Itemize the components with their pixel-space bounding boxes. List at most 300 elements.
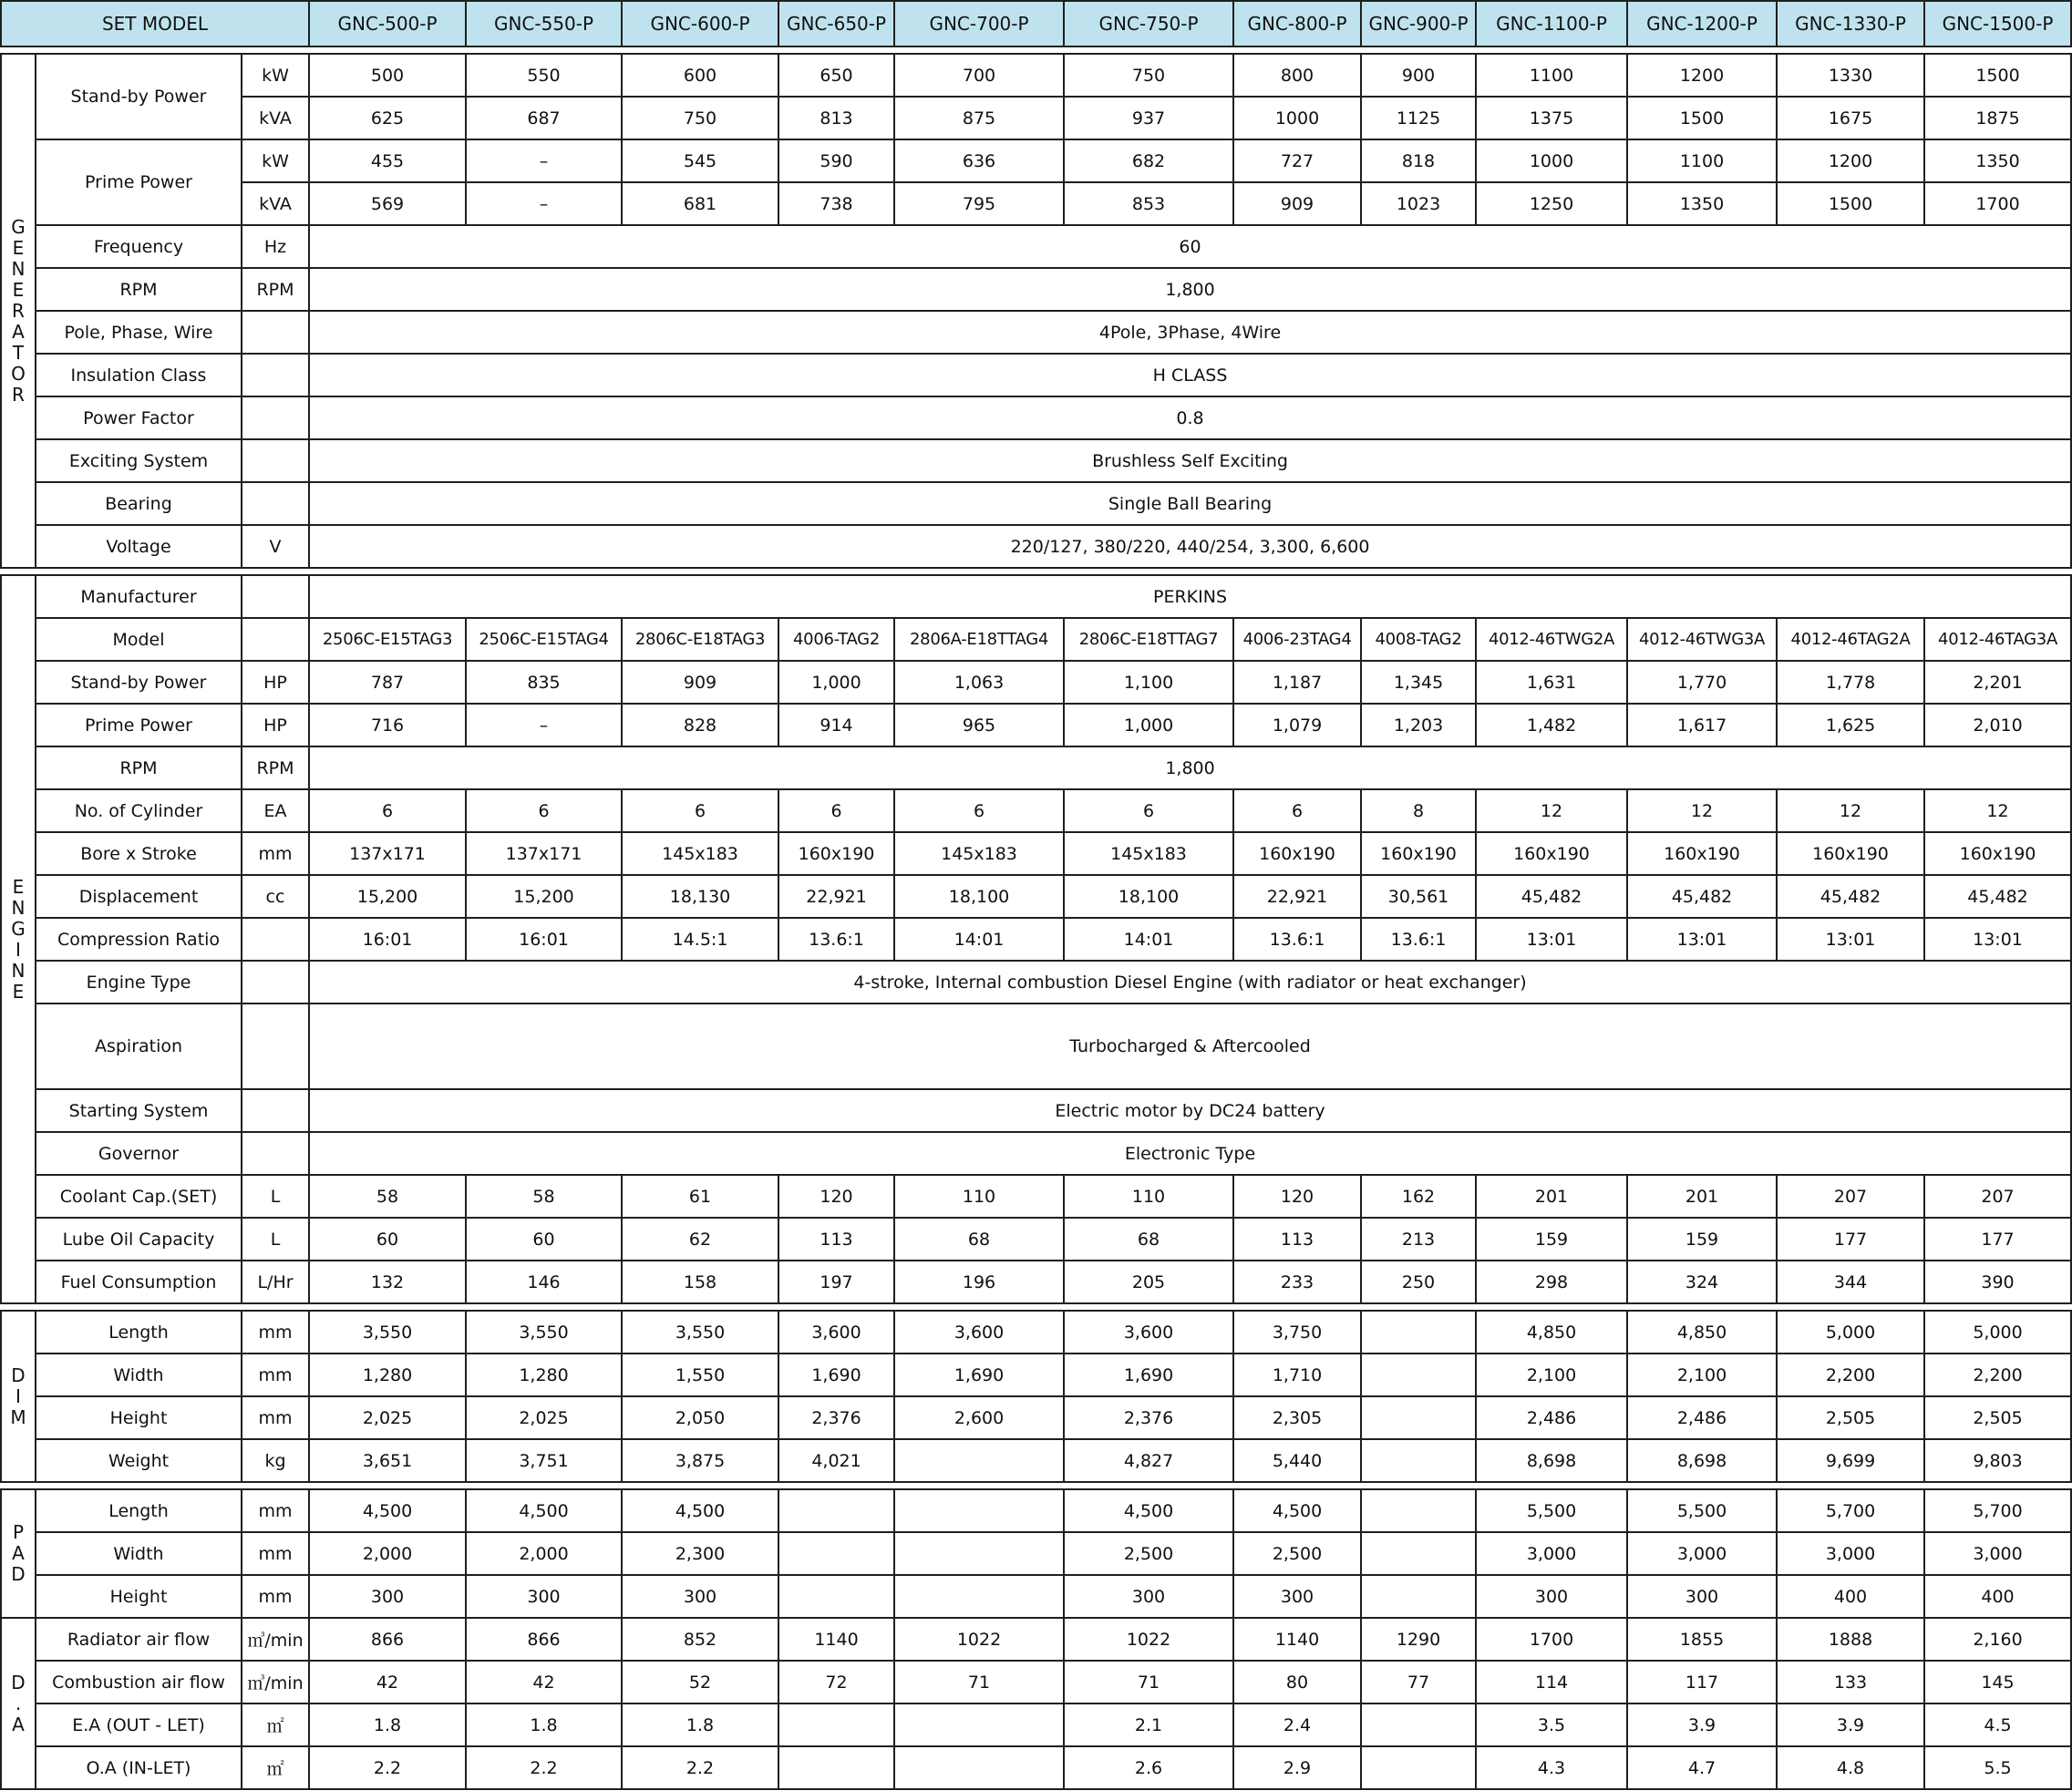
value-cell: 1.8 [466,1704,622,1746]
value-cell: 13:01 [1476,918,1627,961]
table-row [1,1132,2071,1175]
value-cell: 4,500 [1233,1489,1361,1532]
value-cell: 750 [1064,54,1233,97]
value-cell: 58 [309,1175,466,1218]
value-cell: 1,079 [1233,704,1361,746]
value-cell: 9,699 [1777,1439,1924,1482]
value-cell: 8 [1361,789,1476,832]
value-cell: 5,700 [1924,1489,2071,1532]
model-header: GNC-1100-P [1476,1,1627,46]
value-cell: 13:01 [1627,918,1777,961]
unit-cell: kW [242,54,309,97]
value-cell: 2,500 [1064,1532,1233,1575]
value-cell: 1100 [1476,54,1627,97]
value-cell: 160x190 [1777,832,1924,875]
value-cell: 5,700 [1777,1489,1924,1532]
value-cell: 2,500 [1233,1532,1361,1575]
value-cell: 1,345 [1361,661,1476,704]
value-cell: 4.7 [1627,1746,1777,1789]
value-cell [894,1746,1064,1789]
unit-cell: V [242,525,309,568]
value-cell: 700 [894,54,1064,97]
table-row [1,225,2071,268]
value-cell: 14.5:1 [622,918,778,961]
value-cell: 80 [1233,1661,1361,1704]
table-row [1,575,2071,618]
unit-cell: RPM [242,268,309,311]
value-cell: 4012-46TWG2A [1476,618,1627,661]
value-cell: 145x183 [1064,832,1233,875]
value-cell: 1.8 [309,1704,466,1746]
value-cell: 2,305 [1233,1396,1361,1439]
table-row [1,482,2071,525]
unit-cell: L/Hr [242,1261,309,1303]
value-cell: 1000 [1233,97,1361,139]
value-cell [1361,1311,1476,1354]
value-cell: 113 [778,1218,894,1261]
value-cell: 1,690 [894,1354,1064,1396]
value-cell: 160x190 [1233,832,1361,875]
value-cell: 213 [1361,1218,1476,1261]
table-row [1,1261,2071,1303]
value-cell: 1375 [1476,97,1627,139]
unit-cell [242,354,309,396]
item-label: Length [36,1489,242,1532]
unit-cell: mm [242,1396,309,1439]
separator-cell [1,46,2071,54]
merged-value: 1,800 [309,268,2071,311]
separator-cell [1,1303,2071,1311]
model-header: GNC-900-P [1361,1,1476,46]
value-cell: 16:01 [309,918,466,961]
item-label: Length [36,1311,242,1354]
value-cell: 4008-TAG2 [1361,618,1476,661]
value-cell: 5,000 [1777,1311,1924,1354]
unit-cell: L [242,1175,309,1218]
value-cell: 68 [894,1218,1064,1261]
value-cell: 4012-46TAG3A [1924,618,2071,661]
value-cell: 2,100 [1627,1354,1777,1396]
value-cell: 1022 [1064,1618,1233,1661]
value-cell: 853 [1064,182,1233,225]
model-header: GNC-550-P [466,1,622,46]
separator-cell [1,568,2071,575]
value-cell: 201 [1476,1175,1627,1218]
item-label: Combustion air flow [36,1661,242,1704]
item-label: Aspiration [36,1004,242,1089]
value-cell: 4.3 [1476,1746,1627,1789]
table-row [1,139,2071,182]
value-cell: 14:01 [1064,918,1233,961]
unit-cell [242,961,309,1004]
item-label: Engine Type [36,961,242,1004]
value-cell: 2,000 [466,1532,622,1575]
value-cell: 1,063 [894,661,1064,704]
value-cell: 160x190 [1361,832,1476,875]
value-cell: 1500 [1777,182,1924,225]
section-separator [1,1482,2071,1489]
value-cell: 1140 [1233,1618,1361,1661]
value-cell: 795 [894,182,1064,225]
unit-cell: kg [242,1439,309,1482]
item-label: RPM [36,268,242,311]
value-cell: 1,625 [1777,704,1924,746]
value-cell [894,1575,1064,1618]
table-row [1,311,2071,354]
table-row [1,1439,2071,1482]
value-cell: 196 [894,1261,1064,1303]
value-cell: 68 [1064,1218,1233,1261]
model-header: GNC-1200-P [1627,1,1777,46]
model-header: GNC-1500-P [1924,1,2071,46]
item-label: Fuel Consumption [36,1261,242,1303]
item-label: Exciting System [36,439,242,482]
item-label: RPM [36,746,242,789]
merged-value: Turbocharged & Aftercooled [309,1004,2071,1089]
value-cell: 6 [622,789,778,832]
merged-value: 4-stroke, Internal combustion Diesel Engine (with radiator or heat exchanger) [309,961,2071,1004]
unit-cell [242,1004,309,1089]
value-cell: 909 [1233,182,1361,225]
unit-cell [242,618,309,661]
table-row [1,268,2071,311]
value-cell: 58 [466,1175,622,1218]
value-cell: 681 [622,182,778,225]
value-cell: 636 [894,139,1064,182]
value-cell: 1,631 [1476,661,1627,704]
value-cell: 120 [1233,1175,1361,1218]
value-cell: 9,803 [1924,1439,2071,1482]
section-separator [1,46,2071,54]
table-row [1,1618,2071,1661]
value-cell: 62 [622,1218,778,1261]
unit-cell: mm [242,1575,309,1618]
value-cell: 2,300 [622,1532,778,1575]
value-cell: 1700 [1924,182,2071,225]
unit-cell: ㎥/min [242,1661,309,1704]
unit-cell [242,1132,309,1175]
unit-cell: kVA [242,97,309,139]
value-cell: 22,921 [1233,875,1361,918]
item-label: Governor [36,1132,242,1175]
value-cell: 1,690 [778,1354,894,1396]
value-cell: 3,875 [622,1439,778,1482]
value-cell: 45,482 [1476,875,1627,918]
value-cell: 2.2 [309,1746,466,1789]
value-cell: 1140 [778,1618,894,1661]
value-cell: 1,710 [1233,1354,1361,1396]
value-cell: 13:01 [1777,918,1924,961]
value-cell: 818 [1361,139,1476,182]
value-cell: 1500 [1627,97,1777,139]
value-cell: 1,280 [466,1354,622,1396]
value-cell: 205 [1064,1261,1233,1303]
value-cell: 324 [1627,1261,1777,1303]
value-cell: 250 [1361,1261,1476,1303]
value-cell: 160x190 [1627,832,1777,875]
value-cell: 550 [466,54,622,97]
value-cell: 828 [622,704,778,746]
value-cell: 12 [1627,789,1777,832]
value-cell: 1,778 [1777,661,1924,704]
model-header: GNC-700-P [894,1,1064,46]
value-cell [778,1489,894,1532]
value-cell: 300 [1064,1575,1233,1618]
value-cell: 160x190 [1476,832,1627,875]
value-cell: 15,200 [309,875,466,918]
value-cell: 13.6:1 [778,918,894,961]
value-cell: 2,200 [1777,1354,1924,1396]
value-cell: 569 [309,182,466,225]
value-cell: 201 [1627,1175,1777,1218]
table-row [1,1746,2071,1789]
value-cell: 625 [309,97,466,139]
unit-cell [242,575,309,618]
value-cell: 14:01 [894,918,1064,961]
merged-value: 4Pole, 3Phase, 4Wire [309,311,2071,354]
value-cell: 2.6 [1064,1746,1233,1789]
table-row [1,354,2071,396]
value-cell: 813 [778,97,894,139]
value-cell: 3,651 [309,1439,466,1482]
value-cell: 3,550 [466,1311,622,1354]
value-cell: 1023 [1361,182,1476,225]
item-label: Bore x Stroke [36,832,242,875]
item-label: Height [36,1575,242,1618]
value-cell: 3,750 [1233,1311,1361,1354]
value-cell [778,1532,894,1575]
item-label: Prime Power [36,704,242,746]
unit-cell [242,439,309,482]
value-cell: 937 [1064,97,1233,139]
item-label: Insulation Class [36,354,242,396]
unit-cell: HP [242,661,309,704]
item-label: Prime Power [36,139,242,225]
value-cell: 2,376 [1064,1396,1233,1439]
value-cell: 4012-46TAG2A [1777,618,1924,661]
table-row [1,661,2071,704]
table-row [1,918,2071,961]
value-cell: 8,698 [1627,1439,1777,1482]
value-cell: 207 [1924,1175,2071,1218]
value-cell: 2806C-E18TAG3 [622,618,778,661]
value-cell: 2.2 [622,1746,778,1789]
unit-cell [242,311,309,354]
unit-cell: mm [242,832,309,875]
value-cell: 197 [778,1261,894,1303]
table-row [1,1089,2071,1132]
value-cell: 590 [778,139,894,182]
section-label-pad: P A D [1,1489,36,1618]
value-cell: 866 [309,1618,466,1661]
value-cell: 300 [466,1575,622,1618]
set-model-label: SET MODEL [1,1,309,46]
value-cell: 4,500 [1064,1489,1233,1532]
value-cell: 2,025 [466,1396,622,1439]
value-cell: 145 [1924,1661,2071,1704]
unit-cell: kVA [242,182,309,225]
value-cell: 110 [894,1175,1064,1218]
value-cell: 4006-TAG2 [778,618,894,661]
merged-value: Electronic Type [309,1132,2071,1175]
value-cell: 1888 [1777,1618,1924,1661]
value-cell: 6 [1233,789,1361,832]
value-cell [894,1489,1064,1532]
value-cell: 1.8 [622,1704,778,1746]
table-row [1,961,2071,1004]
value-cell: 137x171 [466,832,622,875]
item-label: Voltage [36,525,242,568]
item-label: Displacement [36,875,242,918]
section-separator [1,1303,2071,1311]
value-cell: 8,698 [1476,1439,1627,1482]
value-cell: 600 [622,54,778,97]
table-row [1,1175,2071,1218]
table-row [1,1575,2071,1618]
value-cell: 22,921 [778,875,894,918]
value-cell: 738 [778,182,894,225]
unit-cell: ㎥/min [242,1618,309,1661]
value-cell [1361,1354,1476,1396]
value-cell: 5,000 [1924,1311,2071,1354]
value-cell: 1500 [1924,54,2071,97]
item-label: Radiator air flow [36,1618,242,1661]
item-label: Width [36,1354,242,1396]
value-cell: 16:01 [466,918,622,961]
value-cell: 1,770 [1627,661,1777,704]
value-cell: – [466,139,622,182]
value-cell: 2,010 [1924,704,2071,746]
merged-value: Single Ball Bearing [309,482,2071,525]
value-cell: 2.2 [466,1746,622,1789]
value-cell: 3,550 [622,1311,778,1354]
value-cell: 5,500 [1627,1489,1777,1532]
value-cell: 3,000 [1476,1532,1627,1575]
value-cell: 45,482 [1627,875,1777,918]
value-cell: 4,827 [1064,1439,1233,1482]
value-cell: 914 [778,704,894,746]
value-cell: 1,000 [1064,704,1233,746]
value-cell: 650 [778,54,894,97]
value-cell: 60 [466,1218,622,1261]
table-row [1,704,2071,746]
item-label: Coolant Cap.(SET) [36,1175,242,1218]
value-cell: 6 [309,789,466,832]
separator-cell [1,1482,2071,1489]
value-cell: 4006-23TAG4 [1233,618,1361,661]
model-header: GNC-750-P [1064,1,1233,46]
value-cell: 1875 [1924,97,2071,139]
merged-value: Brushless Self Exciting [309,439,2071,482]
value-cell: 133 [1777,1661,1924,1704]
value-cell [778,1704,894,1746]
value-cell [894,1439,1064,1482]
value-cell: 400 [1777,1575,1924,1618]
value-cell: 3,600 [894,1311,1064,1354]
value-cell: 1350 [1627,182,1777,225]
value-cell: 117 [1627,1661,1777,1704]
model-header: GNC-800-P [1233,1,1361,46]
value-cell: 2.4 [1233,1704,1361,1746]
value-cell: 455 [309,139,466,182]
unit-cell: kW [242,139,309,182]
header-row [1,1,2071,46]
item-label: Model [36,618,242,661]
table-row [1,1396,2071,1439]
table-row [1,832,2071,875]
value-cell: 298 [1476,1261,1627,1303]
item-label: E.A (OUT - LET) [36,1704,242,1746]
value-cell: 1330 [1777,54,1924,97]
value-cell: 2,486 [1627,1396,1777,1439]
value-cell: 18,100 [1064,875,1233,918]
table-row [1,875,2071,918]
value-cell: 18,100 [894,875,1064,918]
value-cell [1361,1396,1476,1439]
value-cell: 1,550 [622,1354,778,1396]
value-cell: 52 [622,1661,778,1704]
unit-cell [242,918,309,961]
model-header: GNC-650-P [778,1,894,46]
value-cell: – [466,182,622,225]
value-cell: 4.8 [1777,1746,1924,1789]
value-cell: 110 [1064,1175,1233,1218]
value-cell: 145x183 [894,832,1064,875]
value-cell: 2,025 [309,1396,466,1439]
value-cell: 12 [1777,789,1924,832]
model-header: GNC-600-P [622,1,778,46]
value-cell: 3,000 [1777,1532,1924,1575]
value-cell: 13:01 [1924,918,2071,961]
unit-cell [242,396,309,439]
table-row [1,396,2071,439]
value-cell: 4,021 [778,1439,894,1482]
item-label: Compression Ratio [36,918,242,961]
value-cell: 159 [1627,1218,1777,1261]
unit-cell: ㎡ [242,1746,309,1789]
model-header: GNC-1330-P [1777,1,1924,46]
value-cell: 145x183 [622,832,778,875]
value-cell: 1675 [1777,97,1924,139]
value-cell: 1,203 [1361,704,1476,746]
value-cell: 1125 [1361,97,1476,139]
value-cell: 2,505 [1924,1396,2071,1439]
value-cell: 12 [1476,789,1627,832]
value-cell: 852 [622,1618,778,1661]
value-cell: 965 [894,704,1064,746]
value-cell: 4.5 [1924,1704,2071,1746]
value-cell: 1200 [1777,139,1924,182]
value-cell: 2,486 [1476,1396,1627,1439]
value-cell: 2,600 [894,1396,1064,1439]
value-cell [1361,1704,1476,1746]
value-cell: 233 [1233,1261,1361,1303]
section-label-generator: G E N E R A T O R [1,54,36,568]
value-cell: 3,000 [1627,1532,1777,1575]
value-cell [1361,1746,1476,1789]
value-cell: 3,751 [466,1439,622,1482]
item-label: Stand-by Power [36,661,242,704]
value-cell: 6 [466,789,622,832]
value-cell: 1,482 [1476,704,1627,746]
value-cell: 114 [1476,1661,1627,1704]
value-cell: 5,440 [1233,1439,1361,1482]
table-row [1,97,2071,139]
value-cell: 2,050 [622,1396,778,1439]
value-cell: 2,200 [1924,1354,2071,1396]
value-cell [1361,1489,1476,1532]
value-cell: 4,500 [622,1489,778,1532]
